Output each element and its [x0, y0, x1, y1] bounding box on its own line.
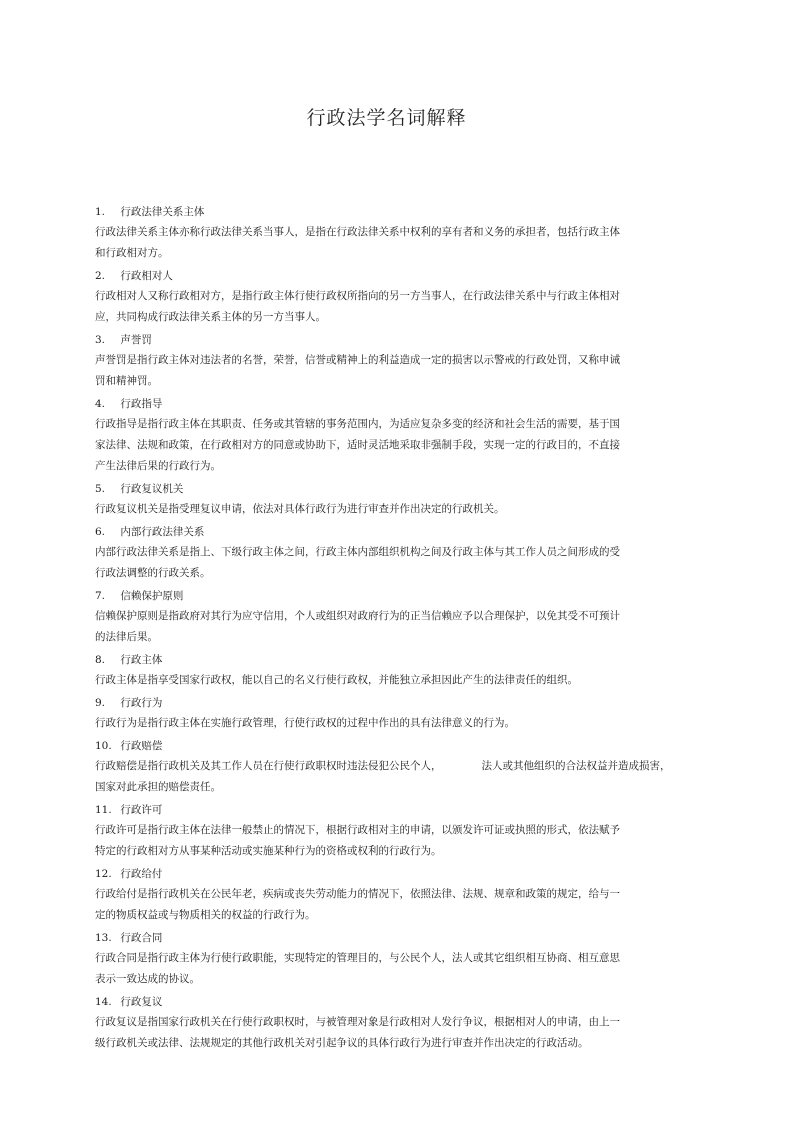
definition-line: 表示一致达成的协议。 — [95, 973, 200, 985]
definition-line: 行政指导是指行政主体在其职责、任务或其管辖的事务范围内，为适应复杂多变的经济和社会生活的需要，基于国 — [95, 418, 620, 430]
entry-definition — [95, 948, 685, 990]
entry-number: 10. — [95, 740, 112, 752]
entry-definition — [95, 286, 685, 328]
definition-line — [95, 756, 685, 777]
definition-line: 产生法律后果的行政行为。 — [95, 460, 221, 472]
definition-line: 行政主体是指享受国家行政权，能以自己的名义行使行政权，并能独立承担因此产生的法律责任的组织。 — [95, 674, 578, 686]
glossary-list — [95, 203, 685, 1057]
entry-heading — [95, 587, 685, 606]
entry-definition — [95, 670, 685, 691]
entry-number: 14. — [95, 996, 112, 1008]
entry-term: 行政法律关系主体 — [120, 206, 205, 218]
entry-definition — [95, 820, 685, 862]
entry-definition — [95, 414, 685, 477]
glossary-entry — [95, 331, 685, 392]
definition-line: 的法律后果。 — [95, 631, 158, 643]
entry-number: 1. — [95, 206, 106, 218]
glossary-entry — [95, 694, 685, 734]
definition-segment: 法人或其他组织的合法权益并造成损害， — [481, 760, 671, 772]
glossary-entry — [95, 203, 685, 264]
entry-number: 11. — [95, 804, 112, 816]
glossary-entry — [95, 737, 685, 798]
definition-line: 罚和精神罚。 — [95, 375, 158, 387]
definition-line: 行政复议机关是指受理复议申请，依法对具体行政行为进行审查并作出决定的行政机关。 — [95, 503, 505, 515]
definition-line: 级行政机关或法律、法规规定的其他行政机关对引起争议的具体行政行为进行审查并作出决定的行政活动。 — [95, 1037, 589, 1049]
entry-term: 行政给付 — [120, 868, 163, 880]
entry-number: 12. — [95, 868, 112, 880]
definition-line: 应，共同构成行政法律关系主体的另一方当事人。 — [95, 311, 326, 323]
definition-line: 国家对此承担的赔偿责任。 — [95, 781, 221, 793]
definition-segment: 行政赔偿是指行政机关及其工作人员在行使行政职权时违法侵犯公民个人， — [95, 760, 442, 772]
definition-line: 行政给付是指行政机关在公民年老，疾病或丧失劳动能力的情况下，依照法律、法规、规章和政策的规定，给与一 — [95, 888, 620, 900]
entry-heading — [95, 267, 685, 286]
entry-heading — [95, 929, 685, 948]
entry-term: 行政主体 — [120, 654, 163, 666]
glossary-entry — [95, 395, 685, 477]
entry-heading — [95, 203, 685, 222]
definition-line: 行政行为是指行政主体在实施行政管理，行使行政权的过程中作出的具有法律意义的行为。 — [95, 717, 515, 729]
entry-heading — [95, 993, 685, 1012]
entry-heading — [95, 865, 685, 884]
entry-term: 行政相对人 — [120, 270, 173, 282]
entry-definition — [95, 542, 685, 584]
definition-line: 行政复议是指国家行政机关在行使行政职权时，与被管理对象是行政相对人发行争议，根据相对人的申请，由上一 — [95, 1016, 620, 1028]
entry-definition — [95, 222, 685, 264]
definition-line: 声誉罚是指行政主体对违法者的名誉，荣誉，信誉或精神上的利益造成一定的损害以示警戒的行政处罚，又称申诫 — [95, 354, 620, 366]
glossary-entry — [95, 929, 685, 990]
definition-line: 行政法律关系主体亦称行政法律关系当事人，是指在行政法律关系中权利的享有者和义务的承担者，包括行政主体 — [95, 226, 620, 238]
definition-line: 家法律、法规和政策，在行政相对方的同意或协助下，适时灵活地采取非强制手段，实现一定的行政目的，不直接 — [95, 439, 620, 451]
entry-number: 13. — [95, 932, 112, 944]
glossary-entry — [95, 801, 685, 862]
definition-line: 行政法调整的行政关系。 — [95, 567, 211, 579]
definition-line: 定的物质权益或与物质相关的权益的行政行为。 — [95, 909, 316, 921]
entry-number: 4. — [95, 398, 106, 410]
entry-term: 声誉罚 — [120, 334, 152, 346]
entry-heading — [95, 523, 685, 542]
entry-number: 9. — [95, 697, 106, 709]
entry-definition — [95, 1012, 685, 1054]
glossary-entry — [95, 587, 685, 648]
entry-term: 信赖保护原则 — [120, 590, 184, 602]
entry-definition — [95, 606, 685, 648]
entry-heading — [95, 331, 685, 350]
entry-heading — [95, 651, 685, 670]
glossary-entry — [95, 523, 685, 584]
definition-line: 行政许可是指行政主体在法律一般禁止的情况下，根据行政相对主的申请，以颁发许可证或执照的形式，依法赋予 — [95, 824, 620, 836]
entry-definition — [95, 884, 685, 926]
entry-number: 8. — [95, 654, 106, 666]
entry-heading — [95, 480, 685, 499]
definition-line: 和行政相对方。 — [95, 247, 169, 259]
glossary-entry — [95, 651, 685, 691]
entry-definition — [95, 350, 685, 392]
entry-number: 5. — [95, 483, 106, 495]
entry-number: 6. — [95, 526, 106, 538]
definition-line: 内部行政法律关系是指上、下级行政主体之间，行政主体内部组织机构之间及行政主体与其工作人员之间形成的受 — [95, 546, 620, 558]
entry-definition — [95, 499, 685, 520]
entry-definition — [95, 756, 685, 798]
definition-line: 行政合同是指行政主体为行使行政职能，实现特定的管理目的，与公民个人，法人或其它组织相互协商、相互意思 — [95, 952, 620, 964]
entry-definition — [95, 713, 685, 734]
entry-number: 7. — [95, 590, 106, 602]
glossary-entry — [95, 480, 685, 520]
entry-number: 2. — [95, 270, 106, 282]
entry-term: 行政指导 — [120, 398, 163, 410]
entry-term: 行政许可 — [120, 804, 163, 816]
glossary-entry — [95, 865, 685, 926]
entry-heading — [95, 395, 685, 414]
entry-term: 行政合同 — [120, 932, 163, 944]
entry-term: 行政行为 — [120, 697, 163, 709]
glossary-entry — [95, 993, 685, 1054]
entry-heading — [95, 737, 685, 756]
entry-heading — [95, 801, 685, 820]
entry-term: 行政赔偿 — [120, 740, 163, 752]
entry-number: 3. — [95, 334, 106, 346]
definition-line: 信赖保护原则是指政府对其行为应守信用，个人或组织对政府行为的正当信赖应予以合理保护，以免其受不可预计 — [95, 610, 620, 622]
definition-line: 行政相对人又称行政相对方，是指行政主体行使行政权所指向的另一方当事人，在行政法律关系中与行政主体相对 — [95, 290, 620, 302]
glossary-entry — [95, 267, 685, 328]
entry-heading — [95, 694, 685, 713]
entry-term: 行政复议 — [120, 996, 163, 1008]
entry-term: 行政复议机关 — [120, 483, 184, 495]
entry-term: 内部行政法律关系 — [120, 526, 205, 538]
definition-line: 特定的行政相对方从事某种活动或实施某种行为的资格或权利的行政行为。 — [95, 845, 442, 857]
page-title: 行政法学名词解释 — [306, 107, 467, 129]
